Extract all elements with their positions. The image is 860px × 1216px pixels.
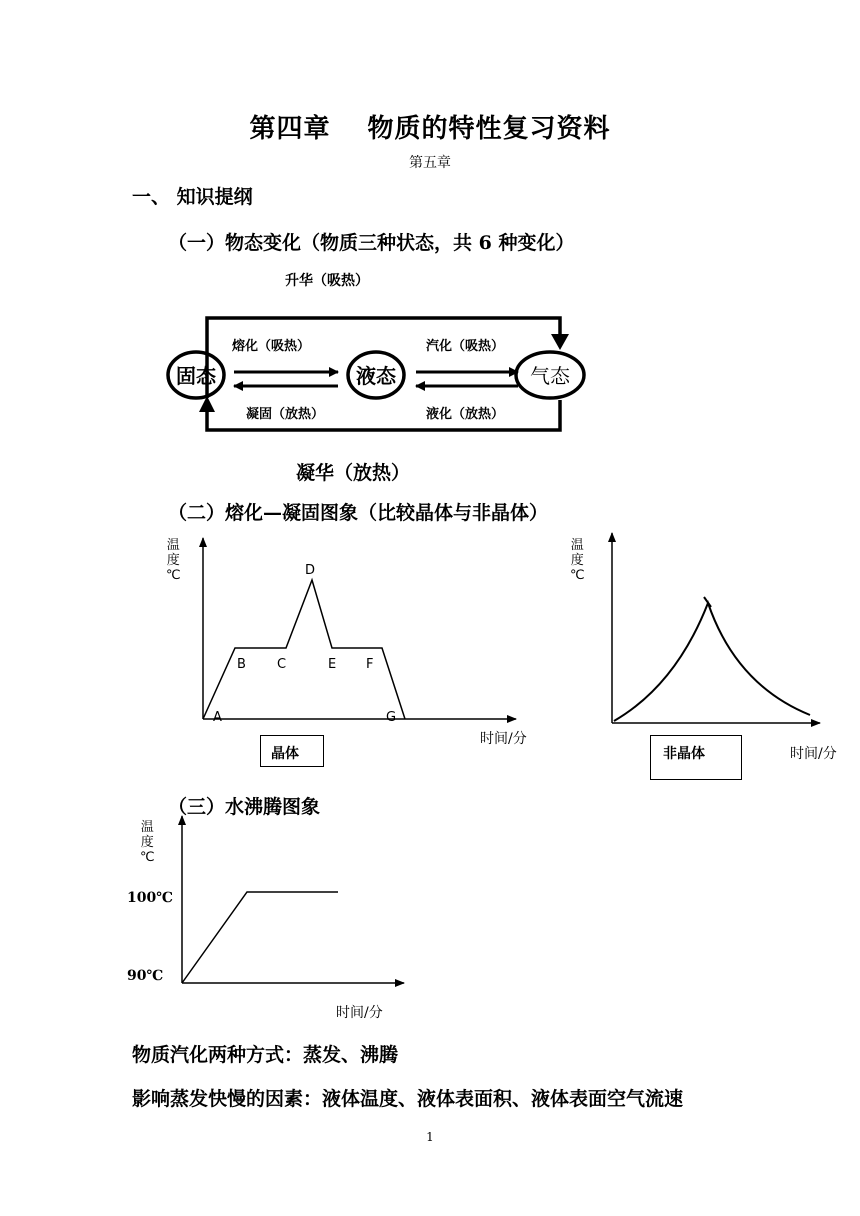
deposition-label: 凝华（放热） [296, 462, 411, 484]
point-a-label: A [213, 710, 222, 725]
boiling-xlabel: 时间/分 [336, 1005, 383, 1021]
point-b-label: B [237, 657, 246, 672]
solidification-label: 凝固（放热） [246, 407, 325, 422]
point-g-label: G [386, 710, 397, 725]
vaporization-label: 汽化（吸热） [426, 339, 505, 354]
boiling-graph-heading: （三）水沸腾图象 [168, 796, 321, 818]
boiling-ylabel: 温 度 ℃ [140, 820, 155, 865]
crystal-xlabel: 时间/分 [480, 731, 527, 747]
state-change-diagram [160, 300, 600, 440]
point-f-label: F [366, 657, 374, 672]
page-title: 第四章 物质的特性复习资料 [249, 114, 611, 144]
solid-label: 固态 [176, 364, 216, 388]
crystal-curve [203, 580, 405, 719]
point-d-label: D [305, 563, 316, 578]
liquefaction-label: 液化（放热） [426, 407, 505, 422]
sublimation-label: 升华（吸热） [285, 273, 369, 289]
melting-label: 熔化（吸热） [232, 339, 311, 354]
amorphous-curve [614, 603, 810, 721]
boiling-graph [172, 808, 412, 993]
boiling-y-tick-100: 100℃ [127, 890, 173, 906]
amorphous-graph [596, 525, 826, 730]
note-vaporization-methods: 物质汽化两种方式：蒸发、沸腾 [132, 1044, 399, 1066]
amorphous-box-label: 非晶体 [650, 735, 742, 780]
liquid-label: 液态 [356, 364, 396, 388]
boiling-curve [182, 892, 338, 983]
crystal-graph [190, 530, 530, 730]
point-c-label: C [277, 657, 287, 672]
crystal-ylabel: 温 度 ℃ [166, 538, 181, 583]
crystal-box-label: 晶体 [260, 735, 324, 767]
sublimation-arrowhead [551, 334, 569, 350]
page-subtitle: 第五章 [409, 155, 451, 171]
point-e-label: E [328, 657, 337, 672]
page-number: 1 [426, 1130, 434, 1144]
state-change-heading: （一）物态变化（物质三种状态，共 6 种变化） [168, 232, 575, 254]
section-heading-outline: 一、 知识提纲 [132, 186, 253, 208]
amorphous-xlabel: 时间/分 [790, 746, 837, 762]
melting-graph-heading: （二）熔化—凝固图象（比较晶体与非晶体） [168, 502, 549, 524]
amorphous-ylabel: 温 度 ℃ [570, 538, 585, 583]
boiling-y-tick-90: 90℃ [127, 968, 164, 984]
gas-label: 气态 [530, 364, 570, 388]
note-evaporation-factors: 影响蒸发快慢的因素：液体温度、液体表面积、液体表面空气流速 [132, 1088, 684, 1110]
